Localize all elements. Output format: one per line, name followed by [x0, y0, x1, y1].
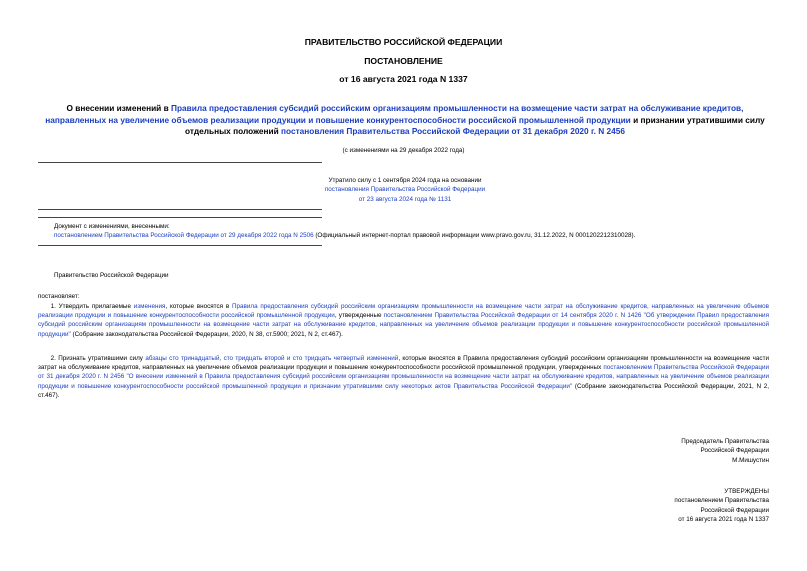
- decree-2456-link-2[interactable]: постановлением Правительства Российской Федерации от 31 декабря 2020 г. N 2456 "О внесении изменений в Правила предоставления субсидий российским организациям промышленности на возмещение части затрат на обслуживание кредитов, направленных на увеличение объемов реализации продукции и повышение конкурентоспособности российской промышленной продукции и признании утратившими силу некоторых актов Правительства Российской Федерации": [38, 364, 769, 390]
- divider-line: [38, 245, 322, 246]
- title-middle: и признании утратившими силу отдельных положений: [185, 114, 765, 137]
- decree-1426-link[interactable]: постановлением Правительства Российской Федерации от 14 сентября 2020 г. N 1426 "Об утверждении Правил предоставления субсидий российским организациям промышленности на возмещение части затрат на обслуживание кредитов, направленных на увеличение объемов реализации продукции и повышение конкурентоспособности российской промышленной продукции": [38, 312, 769, 338]
- changes-line: [54, 231, 784, 240]
- lost-force-link-date[interactable]: от 23 августа 2024 года № 1131: [358, 195, 452, 203]
- signature-org: Российской Федерации: [700, 447, 769, 455]
- decrees-word: постановляет:: [38, 293, 80, 300]
- approved-date: от 16 августа 2021 года N 1337: [678, 516, 769, 524]
- document-title: [38, 103, 772, 138]
- approved-by: постановлением Правительства: [674, 497, 769, 505]
- p1-text-2: , которые вносятся в: [165, 303, 232, 310]
- decree-2506-link[interactable]: постановлением Правительства Российской Федерации от 29 декабря 2022 года N 2506: [54, 232, 314, 240]
- signature-title: Председатель Правительства: [681, 438, 769, 445]
- signature-name: М.Мишустин: [732, 456, 769, 464]
- title-prefix: О внесении изменений в: [66, 103, 171, 113]
- changes-label: Документ с изменениями, внесенными:: [54, 223, 170, 230]
- changes-document: [54, 222, 784, 241]
- paragraph-2: [38, 354, 769, 400]
- paragraph-1: [38, 302, 769, 339]
- p1-text-4: (Собрание законодательства Российской Федерации, 2020, N 38, ст.5900; 2021, N 2, ст.467).: [70, 330, 343, 338]
- revision-note: (с изменениями на 29 декабря 2022 года): [342, 147, 465, 154]
- paragraphs-link[interactable]: абзацы сто тринадцатый, сто тридцать второй и сто тридцать четвертый изменений: [145, 355, 399, 362]
- p1-text-1: 1. Утвердить прилагаемые: [50, 303, 134, 310]
- p1-text-3: , утвержденные: [334, 312, 384, 320]
- government-heading: ПРАВИТЕЛЬСТВО РОССИЙСКОЙ ФЕДЕРАЦИИ: [304, 37, 503, 47]
- decree-2456-link[interactable]: постановления Правительства Российской Федерации от 31 декабря 2020 г. N 2456: [281, 126, 625, 137]
- government-subject: Правительство Российской Федерации: [54, 272, 169, 279]
- divider-line: [38, 209, 322, 210]
- divider-line: [38, 162, 322, 163]
- lost-force-link[interactable]: постановления Правительства Российской Федерации: [324, 186, 486, 194]
- lost-force-text: Утратило силу с 1 сентября 2024 года на основании: [328, 177, 482, 184]
- lost-force-note: [250, 176, 560, 204]
- amendments-link[interactable]: изменения: [133, 303, 166, 310]
- rules-link-2[interactable]: Правила предоставления субсидий российским организациям промышленности на возмещение части затрат на обслуживание кредитов, направленных на увеличение объемов реализации продукции и повышение конкурентоспособности российской промышленной продукции: [38, 303, 769, 320]
- p2-text-1: 2. Признать утратившими силу: [50, 355, 146, 362]
- approved-block: [569, 487, 769, 525]
- document-date-number: от 16 августа 2021 года N 1337: [339, 74, 468, 84]
- changes-source: (Официальный интернет-портал правовой информации www.pravo.gov.ru, 31.12.2022, N 0001202212310028).: [313, 232, 636, 240]
- approved-word: УТВЕРЖДЕНЫ: [724, 488, 769, 495]
- p2-text-2: , которые вносятся в Правила предоставления субсидий российским организациям промышленности на возмещение части затрат на обслуживание кредитов, направленных на увеличение объемов реализации продукции и повышение конкурентоспособности российской промышленной продукции, утвержденных: [38, 355, 769, 372]
- signature-block: [569, 437, 769, 465]
- approved-org: Российской Федерации: [700, 506, 769, 514]
- rules-link[interactable]: Правила предоставления субсидий российским организациям промышленности на возмещение части затрат на обслуживание кредитов, направленных на увеличение объемов реализации продукции и повышение конкурентоспособности российской промышленной продукции: [45, 103, 744, 125]
- document-type: ПОСТАНОВЛЕНИЕ: [364, 56, 443, 66]
- p2-text-3: (Собрание законодательства Российской Федерации, 2021, N 2, ст.467).: [38, 382, 769, 399]
- divider-line: [38, 217, 322, 218]
